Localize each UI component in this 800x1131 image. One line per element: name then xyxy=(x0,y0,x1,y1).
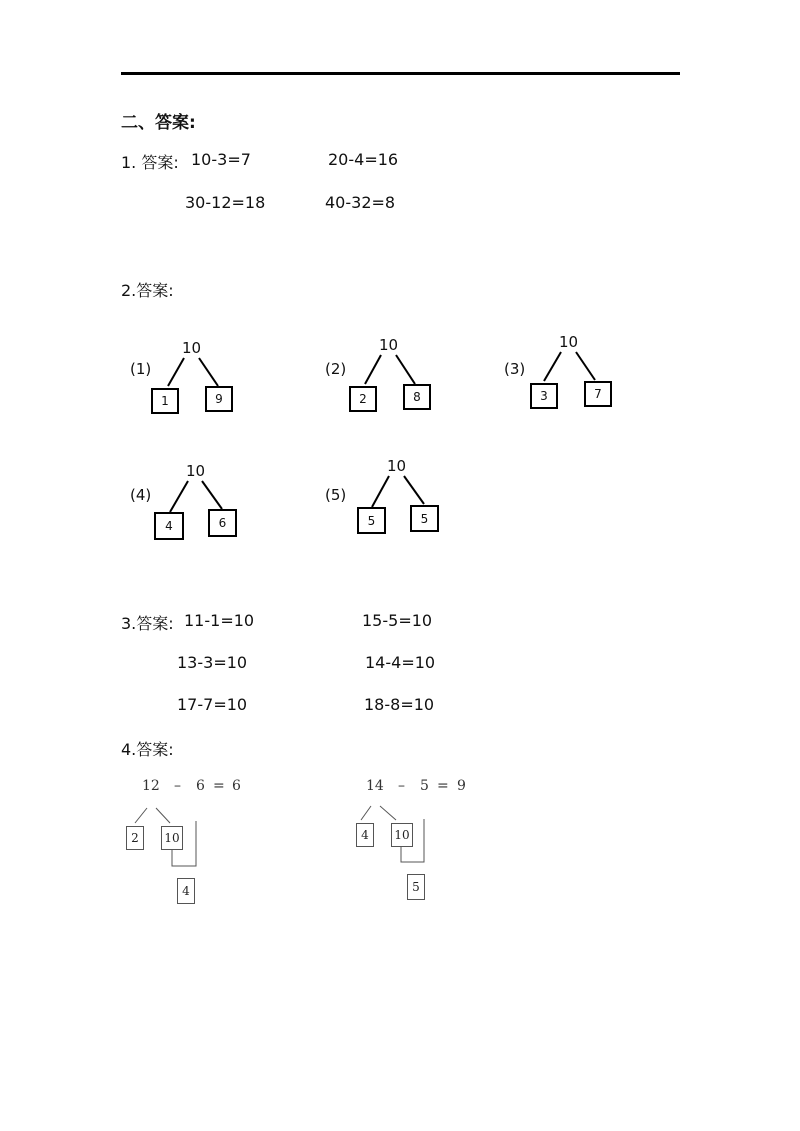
q1-label: 1. 答案: xyxy=(121,153,179,172)
equals-sign: = xyxy=(437,778,449,794)
subtrahend: 5 xyxy=(420,778,429,794)
q3-equation: 13-3=10 xyxy=(177,653,248,672)
minuend: 14 xyxy=(366,778,384,794)
bond-total: 10 xyxy=(559,333,579,351)
bond-total: 10 xyxy=(387,457,407,475)
q3-equation: 14-4=10 xyxy=(365,653,436,672)
q1-equation: 20-4=16 xyxy=(328,150,399,169)
split-part-box: 4 xyxy=(356,823,374,847)
q3-equation: 15-5=10 xyxy=(362,611,433,630)
bond-right-box: 8 xyxy=(403,384,431,410)
q1-equation: 30-12=18 xyxy=(185,193,266,212)
q2-label: 2.答案: xyxy=(121,281,174,300)
result: 6 xyxy=(232,778,241,794)
bond-tag: (3) xyxy=(504,360,526,378)
bond-tag: (1) xyxy=(130,360,152,378)
bond-left-box: 2 xyxy=(349,386,377,412)
bond-right-box: 6 xyxy=(208,509,237,537)
equals-sign: = xyxy=(213,778,225,794)
bond-left-box: 5 xyxy=(357,507,386,534)
q3-equation: 17-7=10 xyxy=(177,695,248,714)
bond-right-box: 5 xyxy=(410,505,439,532)
split-ten-box: 10 xyxy=(391,823,413,847)
minus-sign: – xyxy=(398,778,405,794)
q1-equation: 40-32=8 xyxy=(325,193,396,212)
bond-total: 10 xyxy=(182,339,202,357)
bond-tag: (4) xyxy=(130,486,152,504)
section-title: 二、答案: xyxy=(121,113,196,133)
bond-tag: (5) xyxy=(325,486,347,504)
q3-label: 3.答案: xyxy=(121,614,174,633)
bond-left-box: 4 xyxy=(154,512,184,540)
bond-total: 10 xyxy=(186,462,206,480)
minus-sign: – xyxy=(174,778,181,794)
bond-right-box: 9 xyxy=(205,386,233,412)
split-part-box: 2 xyxy=(126,826,144,850)
difference-box: 4 xyxy=(177,878,195,904)
bond-right-box: 7 xyxy=(584,381,612,407)
q3-equation: 11-1=10 xyxy=(184,611,255,630)
difference-box: 5 xyxy=(407,874,425,900)
q4-label: 4.答案: xyxy=(121,740,174,759)
minuend: 12 xyxy=(142,778,160,794)
result: 9 xyxy=(457,778,466,794)
bond-left-box: 1 xyxy=(151,388,179,414)
bond-total: 10 xyxy=(379,336,399,354)
bond-left-box: 3 xyxy=(530,383,558,409)
bond-tag: (2) xyxy=(325,360,347,378)
split-ten-box: 10 xyxy=(161,826,183,850)
q3-equation: 18-8=10 xyxy=(364,695,435,714)
q1-equation: 10-3=7 xyxy=(191,150,251,169)
subtrahend: 6 xyxy=(196,778,205,794)
